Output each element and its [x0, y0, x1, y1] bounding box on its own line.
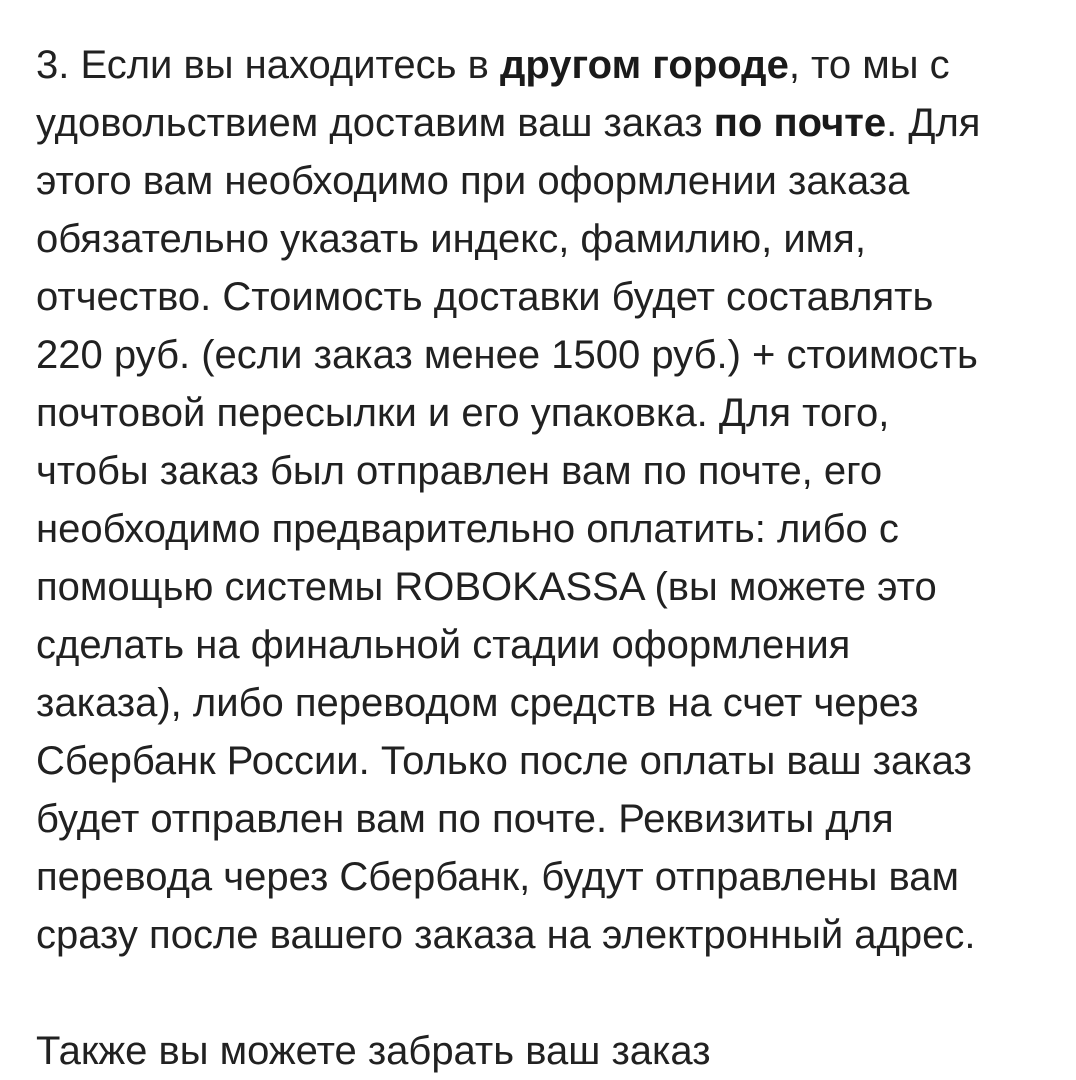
text-line	[36, 36, 1056, 94]
text-line: сразу после вашего заказа на электронный адрес.	[36, 913, 976, 957]
partial-text-line: Также вы можете забрать ваш заказ	[36, 1029, 711, 1073]
text-line: обязательно указать индекс, фамилию, имя,	[36, 217, 866, 261]
text-line: отчество. Стоимость доставки будет составлять	[36, 275, 934, 319]
text-line: Сбербанк России. Только после оплаты ваш заказ	[36, 739, 972, 783]
bold-text-by-mail: по почте	[713, 101, 887, 145]
text-line: этого вам необходимо при оформлении заказа	[36, 159, 910, 203]
text-segment: 3. Если вы находитесь в	[36, 43, 500, 87]
text-line: помощью системы ROBOKASSA (вы можете это	[36, 565, 937, 609]
text-line	[36, 94, 1056, 152]
text-line: чтобы заказ был отправлен вам по почте, его	[36, 449, 883, 493]
text-line: сделать на финальной стадии оформления	[36, 623, 851, 667]
text-segment: удовольствием доставим ваш заказ	[36, 101, 714, 145]
paragraph-spacer	[36, 964, 1056, 1022]
document-body	[36, 36, 1056, 1080]
bold-text-other-city: другом городе	[499, 43, 789, 87]
text-line: перевода через Сбербанк, будут отправлены вам	[36, 855, 960, 899]
text-line: необходимо предварительно оплатить: либо с	[36, 507, 899, 551]
text-line: 220 руб. (если заказ менее 1500 руб.) + стоимость	[36, 333, 978, 377]
next-paragraph	[36, 1022, 1056, 1080]
text-line: будет отправлен вам по почте. Реквизиты для	[36, 797, 894, 841]
text-line: заказа), либо переводом средств на счет через	[36, 681, 919, 725]
text-line: почтовой пересылки и его упаковка. Для того,	[36, 391, 890, 435]
delivery-paragraph	[36, 36, 1056, 964]
text-segment: . Для	[886, 101, 981, 145]
text-segment: , то мы с	[788, 43, 950, 87]
